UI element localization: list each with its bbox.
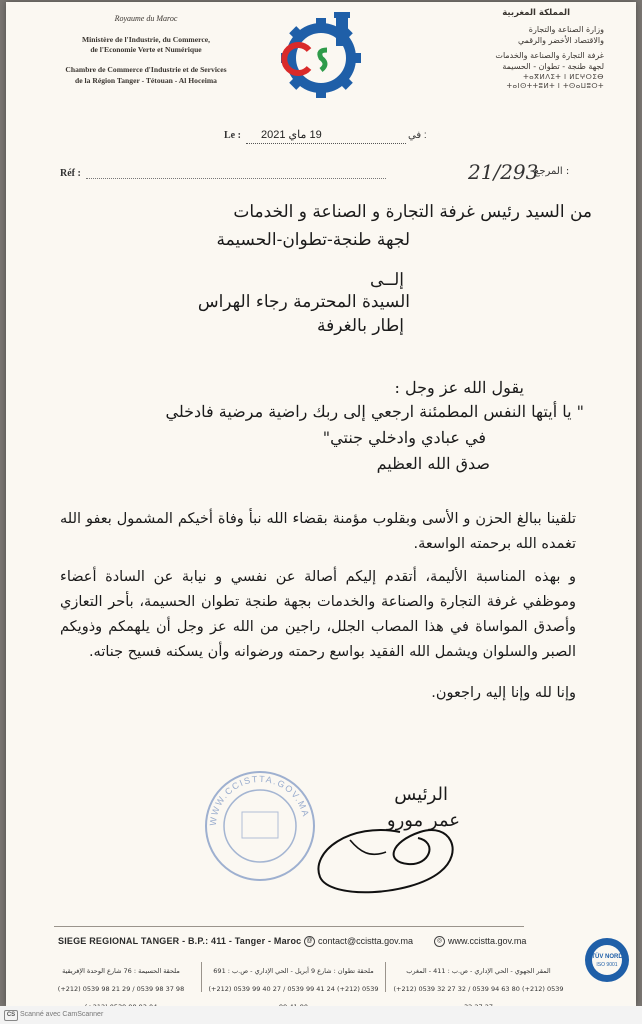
email-icon: @ <box>304 936 315 947</box>
recipient-name: السيدة المحترمة رجاء الهراس <box>197 292 410 312</box>
scanner-label: Scanné avec CamScanner <box>20 1011 104 1018</box>
tifinagh-line-1: ⵜⴰⴳⵍⴷⵉⵜ ⵏ ⵍⵎⵖⵔⵉⴱ <box>523 72 604 81</box>
camscanner-icon: CS <box>4 1010 18 1021</box>
ref-label-ar: المرجع : <box>534 166 570 177</box>
handwritten-signature-icon <box>290 792 480 902</box>
stamp-text: WWW.CCISTTA.GOV.MA <box>207 773 312 827</box>
kingdom-ar: المملكة المغربية <box>502 8 570 18</box>
header-french <box>46 14 246 86</box>
header-arabic <box>414 8 604 92</box>
president-name: عمر مورو <box>386 810 460 831</box>
verse-intro: يقول الله عز وجل : <box>394 378 524 397</box>
recipient-prefix: إلــى <box>369 270 404 290</box>
footer-siege: SIEGE REGIONAL TANGER - B.P.: 411 - Tanger - Maroc <box>58 936 302 946</box>
globe-icon: ◎ <box>434 936 445 947</box>
ref-number: 21/293 <box>468 160 539 184</box>
fi-label: في : <box>408 130 427 141</box>
chamber-fr-2: de la Région Tanger - Tétouan - Al Hoceima <box>75 75 217 85</box>
verse-line-1: " يا أيتها النفس المطمئنة ارجعي إلى ربك راضية مرضية فادخلي <box>165 402 584 421</box>
scanner-bar <box>0 1006 642 1024</box>
badge-label: TÜV NORD <box>591 954 623 960</box>
chamber-fr-1: Chambre de Commerce d'Industrie et de Services <box>65 65 227 75</box>
closing-line: وإنا لله وإنا إليه راجعون. <box>431 685 576 701</box>
chamber-logo-icon <box>276 10 366 100</box>
date-row <box>6 128 636 148</box>
recipient-role: إطار بالغرفة <box>317 316 404 336</box>
body-paragraph-1: تلقينا ببالغ الحزن و الأسى وبقلوب مؤمنة بقضاء الله نبأ وفاة أخيكم المشمول بعفو الله تغمده الله برحمته الواسعة. <box>60 511 576 552</box>
footer-branches <box>46 962 566 1002</box>
ministry-fr-2: de l'Economie Verte et Numérique <box>90 45 202 55</box>
ministry-ar-2: والاقتصاد الأخضر والرقمي <box>517 36 604 46</box>
president-title: الرئيس <box>394 784 448 805</box>
tifinagh-line-2: ⵜⴰⵏⵙⵜⵜⵓⵍⵜ ⵏ ⵜⵙⴰⵡⵓⵔⵜ <box>506 82 604 91</box>
kingdom-fr: Royaume du Maroc <box>114 14 178 23</box>
chamber-ar-2: لجهة طنجة - تطوان - الحسيمة <box>502 61 604 71</box>
badge-sub: ISO 9001 <box>596 962 618 968</box>
sender-line-2: لجهة طنجة-تطوان-الحسيمة <box>216 230 410 250</box>
verse-closing: صدق الله العظيم <box>376 454 490 473</box>
verse-line-2: في عبادي وادخلي جنتي" <box>322 428 486 447</box>
chamber-ar-1: غرفة التجارة والصناعة والخدمات <box>495 51 604 61</box>
branch-hoceima: ملحقة الحسيمة : 76 شارع الوحدة الإفريقية (+212) 0539 98 21 29 / 0539 98 37 98 <box>57 967 185 993</box>
reference-row <box>6 162 636 186</box>
letter-date: 19 ماي 2021 <box>261 129 322 141</box>
footer-website[interactable]: ◎ www.ccistta.gov.ma <box>434 936 526 947</box>
sender-line-1: من السيد رئيس غرفة التجارة و الصناعة و الخدمات <box>233 202 592 222</box>
branch-tanger: المقر الجهوي - الحي الإداري - ص.ب : 411 - المغرب (+212) 0539 32 27 32 / 0539 94 63 80 (+212) 0539 <box>393 967 564 993</box>
body-paragraph-2: و بهذه المناسبة الأليمة، أتقدم إليكم أصالة عن نفسي و نيابة عن السادة أعضاء وموظفي غرفة التجارة والصناعة والخدمات بجهة طنجة تطوان الحسيمة، بأحر التعازي وأصدق المواساة في هذا المصاب الجلل، راجين من الله عز وجل أن يلهمكم وذويكم الصبر والسلوان ويشمل الله الفقيد بواسع رحمته ورضوانه وأن يسكنه فسيح جناته. <box>60 569 576 660</box>
footer-email[interactable]: @ contact@ccistta.gov.ma <box>304 936 413 947</box>
ministry-ar-1: وزارة الصناعة والتجارة <box>528 25 604 35</box>
letter-page <box>6 2 636 1006</box>
branch-tetouan: ملحقة تطوان : شارع 9 أبريل - الحي الإداري - ص.ب : 691 (+212) 0539 99 40 27 / 0539 99 41 24 (+212) 0539 <box>208 967 379 993</box>
le-label: Le : <box>224 130 241 141</box>
ministry-fr-1: Ministère de l'Industrie, du Commerce, <box>82 34 210 44</box>
ref-label-fr: Réf : <box>60 168 81 179</box>
certification-badge-icon <box>583 936 631 984</box>
